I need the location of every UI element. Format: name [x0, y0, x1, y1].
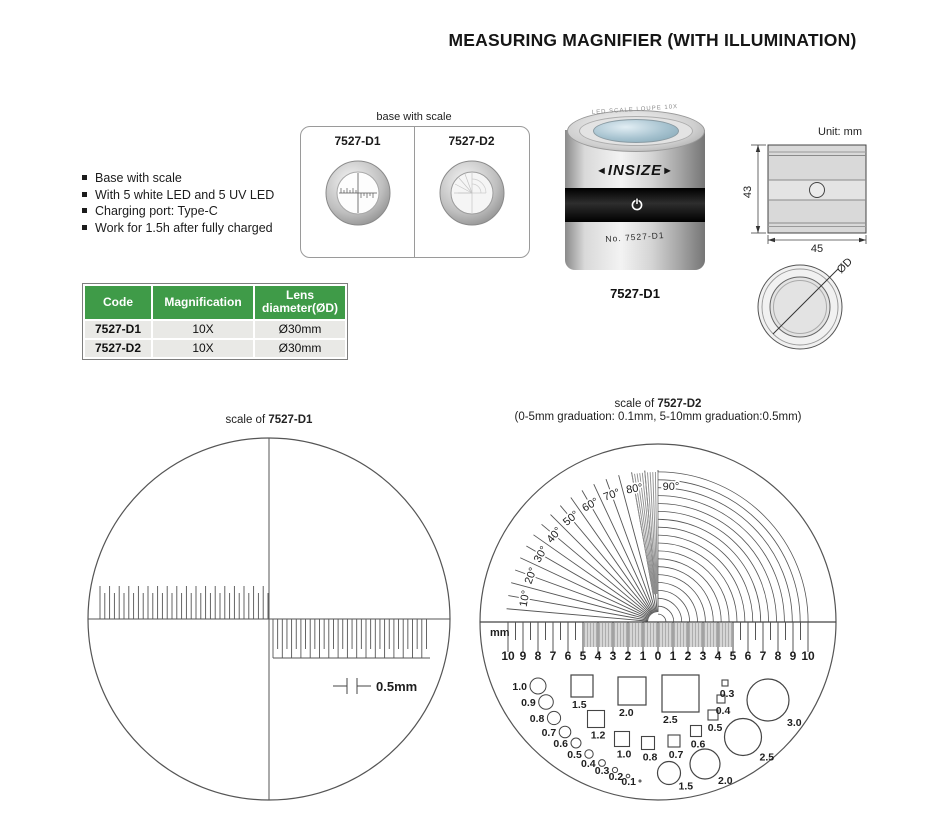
- d2-ruler-number: 8: [774, 649, 782, 663]
- d2-angle-label: 50°: [560, 508, 582, 529]
- d2-angle-label: 60°: [580, 495, 601, 515]
- d2-unit-label: mm: [490, 627, 510, 639]
- d2-shape-label: 0.4: [580, 758, 596, 770]
- d2-angle-label: 30°: [531, 544, 551, 565]
- cell-lens-diameter: Ø30mm: [255, 321, 345, 338]
- feature-item: Base with scale: [82, 170, 274, 187]
- d2-shape-label: 0.1: [621, 776, 636, 788]
- black-band: [565, 188, 705, 222]
- d2-ruler-number: 1: [669, 649, 677, 663]
- d2-shape-label: 1.5: [572, 699, 587, 711]
- d2-ruler-number: 9: [519, 649, 527, 663]
- scale-d2-subtitle: (0-5mm graduation: 0.1mm, 5-10mm graduation:0.5mm): [514, 411, 802, 423]
- d2-angle-label: 80°: [625, 481, 644, 497]
- d2-angle-label: 10°: [517, 589, 533, 608]
- base-label-d1: 7527-D1: [334, 134, 381, 148]
- power-icon: [630, 197, 644, 212]
- d2-shape-label: 0.6: [690, 738, 706, 751]
- d2-shape-label: 0.8: [529, 713, 545, 725]
- d2-shape-label: 1.0: [512, 681, 527, 693]
- feature-item: With 5 white LED and 5 UV LED: [82, 187, 274, 204]
- gauge-circle: [539, 695, 554, 710]
- unit-label: Unit: mm: [818, 126, 862, 138]
- d2-ruler-number: 3: [609, 649, 617, 663]
- d2-shape-label: 2.5: [759, 751, 775, 764]
- gauge-circle: [559, 726, 571, 738]
- gauge-circle: [585, 750, 593, 758]
- d2-ruler-number: 6: [744, 649, 752, 663]
- d2-shape-label: 1.0: [616, 748, 632, 761]
- dim-diameter: ØD: [834, 255, 855, 276]
- d2-shape-label: 3.0: [787, 717, 802, 729]
- gauge-square: [571, 675, 593, 697]
- gauge-square: [615, 732, 630, 747]
- cell-magnification: 10X: [153, 321, 253, 338]
- gauge-square: [662, 675, 699, 712]
- base-label-d2: 7527-D2: [448, 134, 495, 148]
- dim-height: 43: [742, 185, 754, 199]
- gauge-circle: [690, 749, 720, 779]
- cell-lens-diameter: Ø30mm: [255, 340, 345, 357]
- gauge-circle: [547, 711, 560, 724]
- d2-ruler-number: 5: [579, 649, 587, 663]
- scale-d1-title: scale of 7527-D1: [225, 414, 313, 426]
- d2-angle-label: 70°: [601, 486, 622, 504]
- d2-shape-label: 0.7: [668, 749, 684, 761]
- feature-item: Work for 1.5h after fully charged: [82, 220, 274, 237]
- gauge-square: [722, 680, 728, 686]
- d2-ruler-number: 4: [714, 649, 722, 663]
- d2-shape-label: 0.9: [521, 697, 536, 709]
- gauge-square: [668, 735, 680, 747]
- d2-ruler-number: 1: [639, 649, 647, 663]
- d2-angle-label: 40°: [544, 524, 565, 546]
- d2-ruler-number: 6: [564, 649, 572, 663]
- d2-shape-label: 2.0: [718, 775, 733, 787]
- base-with-scale-box: [300, 126, 530, 258]
- d2-shape-label: 0.5: [707, 722, 723, 734]
- cell-magnification: 10X: [153, 340, 253, 357]
- d2-shape-label: 1.2: [590, 729, 606, 742]
- d2-ruler-number: 4: [594, 649, 602, 663]
- charging-port-hole: [810, 183, 825, 198]
- feature-list: [82, 170, 274, 236]
- gauge-circle: [571, 738, 581, 748]
- d2-ruler-number: 0: [654, 649, 662, 663]
- d2-shape-label: 0.8: [642, 751, 658, 764]
- d2-shape-label: 0.7: [541, 727, 557, 739]
- magnifier-lens: [593, 119, 679, 143]
- d2-ruler-number: 7: [759, 649, 767, 663]
- d2-shape-label: 0.2: [608, 771, 624, 783]
- table-row: [85, 340, 345, 357]
- page-title: MEASURING MAGNIFIER (WITH ILLUMINATION): [448, 30, 857, 50]
- d2-angle-label: 20°: [522, 565, 540, 586]
- technical-drawing: [735, 140, 920, 365]
- d2-shape-label: 0.6: [553, 738, 568, 750]
- d2-ruler-number: 10: [801, 649, 815, 663]
- brand-logo: [563, 162, 707, 179]
- serial-number: No. 7527-D1: [605, 229, 665, 245]
- rim-engraving: LED SCALE LOUPE 10X: [591, 103, 679, 117]
- scale-d1-diagram: [85, 435, 453, 803]
- d2-shape-label: 0.4: [715, 705, 731, 717]
- product-caption: 7527-D1: [610, 286, 660, 301]
- d2-shape-label: 0.3: [594, 765, 610, 777]
- brand-text: INSIZE: [607, 162, 663, 179]
- gauge-circle: [530, 678, 546, 694]
- table-row: [85, 321, 345, 338]
- d2-ruler-number: 3: [699, 649, 707, 663]
- d2-shape-label: 0.3: [719, 688, 735, 700]
- gauge-circle: [747, 679, 789, 721]
- d2-ruler-number: 5: [729, 649, 737, 663]
- scale-d2-diagram: [470, 435, 846, 815]
- d2-ruler-number: 10: [501, 649, 515, 663]
- arrow-left-icon: ◄: [595, 165, 608, 177]
- gauge-circle: [639, 780, 641, 782]
- gauge-square: [588, 711, 605, 728]
- base-scale-d2-photo: [438, 159, 506, 227]
- table-header-magnification: Magnification: [153, 286, 253, 319]
- gauge-circle: [658, 762, 681, 785]
- gauge-square: [691, 726, 702, 737]
- base-scale-d1-photo: [324, 159, 392, 227]
- d1-annotation-label: 0.5mm: [376, 679, 418, 694]
- d2-shape-label: 2.5: [663, 714, 678, 726]
- cell-code: 7527-D2: [85, 340, 151, 357]
- d2-ruler-number: 8: [534, 649, 542, 663]
- d2-angle-label: 90°: [662, 481, 680, 493]
- dim-width: 45: [810, 243, 824, 255]
- gauge-square: [642, 737, 655, 750]
- spec-table: [82, 283, 348, 360]
- gauge-circle: [725, 719, 762, 756]
- feature-item: Charging port: Type-C: [82, 203, 274, 220]
- gauge-square: [618, 677, 646, 705]
- product-photo: [563, 103, 707, 276]
- table-header-lens-diameter: Lens diameter(ØD): [255, 286, 345, 319]
- cell-code: 7527-D1: [85, 321, 151, 338]
- d2-shape-label: 0.5: [567, 749, 582, 761]
- d2-ruler-number: 2: [684, 649, 692, 663]
- d2-ruler-number: 2: [624, 649, 632, 663]
- d2-shape-label: 2.0: [619, 707, 634, 719]
- d2-ruler-number: 7: [549, 649, 557, 663]
- table-header-code: Code: [85, 286, 151, 319]
- d2-ruler-number: 9: [789, 649, 797, 663]
- d2-shape-label: 1.5: [678, 780, 694, 793]
- arrow-right-icon: ►: [662, 165, 675, 177]
- base-box-caption: base with scale: [376, 111, 452, 123]
- scale-d2-title: scale of 7527-D2: [614, 398, 702, 410]
